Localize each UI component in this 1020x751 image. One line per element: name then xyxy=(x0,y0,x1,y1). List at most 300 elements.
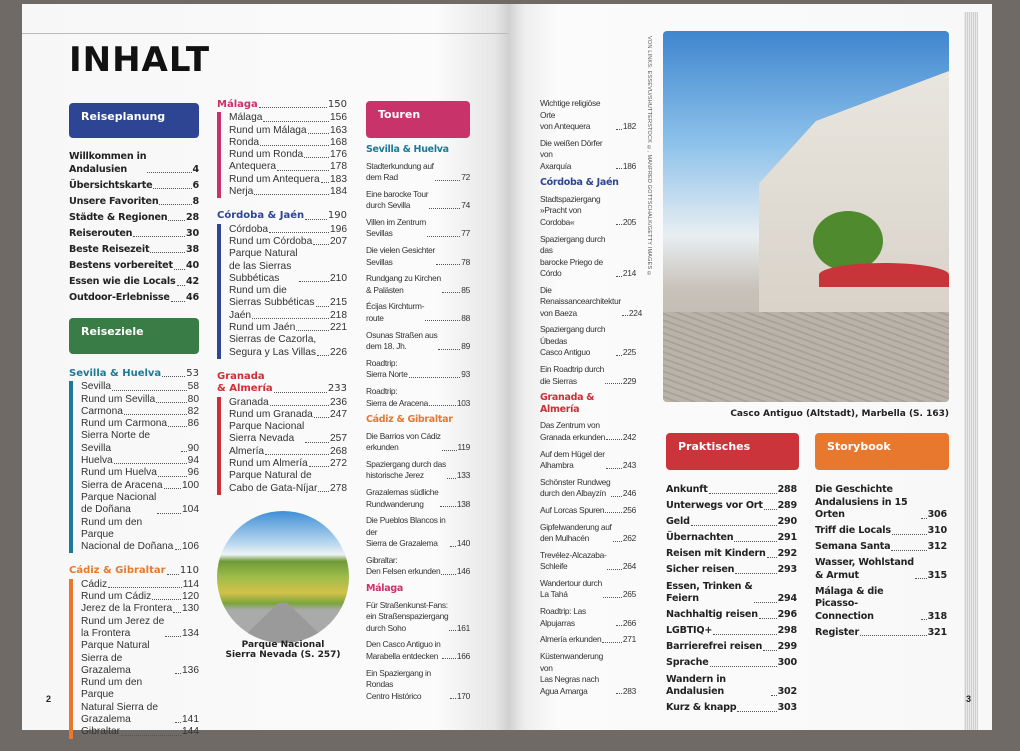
dot-leader xyxy=(713,634,776,635)
dot-leader xyxy=(616,693,622,694)
entry-page: 215 xyxy=(330,297,347,309)
dot-leader xyxy=(150,252,185,253)
entry-page: 214 xyxy=(622,268,636,279)
photo-credit: VON LINKS: ESSEVU/SHUTTERSTOCK ©, MANFRED GOTTSCHALK/GETTY IMAGES © xyxy=(646,36,652,278)
entry-page: 310 xyxy=(927,525,947,537)
toc-entry[interactable] xyxy=(69,292,199,305)
toc-entry[interactable] xyxy=(229,186,347,198)
toc-entry[interactable] xyxy=(366,600,470,635)
toc-entry[interactable] xyxy=(366,459,470,482)
entry-page: 243 xyxy=(622,460,636,470)
entry-page: 156 xyxy=(330,112,347,124)
toc-entry[interactable] xyxy=(366,189,470,212)
toc-entry[interactable] xyxy=(666,625,797,638)
dot-leader xyxy=(133,236,185,237)
entry-page: 265 xyxy=(622,589,636,600)
dot-leader xyxy=(174,269,185,270)
entry-label: Geld xyxy=(666,516,690,528)
dot-leader xyxy=(114,463,187,464)
entry-page: 182 xyxy=(622,121,636,131)
entry-label: Die weißen Dörfer von Axarquía xyxy=(540,137,603,171)
dot-leader xyxy=(165,636,181,637)
entry-label: Rund um Carmona xyxy=(81,418,168,430)
region-page: 150 xyxy=(327,99,347,110)
entry-page: 130 xyxy=(182,603,199,615)
region-name: Córdoba & Jaén xyxy=(217,210,305,222)
entry-label: Triff die Locals xyxy=(815,525,891,537)
dot-leader xyxy=(613,541,622,542)
entry-label: Sicher reisen xyxy=(666,564,735,576)
entry-label: Die vielen Gesichter Sevillas xyxy=(366,245,435,267)
dot-leader xyxy=(314,417,329,418)
entry-page: 144 xyxy=(182,726,199,738)
entry-page: 315 xyxy=(927,569,947,581)
toc-entry[interactable] xyxy=(540,234,636,280)
entry-page: 290 xyxy=(777,516,797,528)
entry-page: 283 xyxy=(622,685,636,696)
page-number-left: 2 xyxy=(46,694,52,704)
entry-page: 210 xyxy=(330,272,347,284)
toc-entry[interactable] xyxy=(81,640,199,677)
region-heading[interactable] xyxy=(217,99,347,111)
region-heading[interactable] xyxy=(217,210,347,222)
dot-leader xyxy=(442,292,460,293)
entry-page: 257 xyxy=(330,433,347,445)
region-page: 110 xyxy=(179,565,199,577)
entry-page: 106 xyxy=(182,541,199,553)
section-reiseplanung: Reiseplanung xyxy=(69,103,199,138)
entry-page: 40 xyxy=(186,260,199,272)
region-heading: Granada & Almería xyxy=(540,392,595,415)
entry-page: 93 xyxy=(461,369,470,380)
toc-entry[interactable] xyxy=(81,394,199,406)
dot-leader xyxy=(173,612,181,613)
entry-label: Rund um Huelva xyxy=(81,467,157,479)
dot-leader xyxy=(259,107,327,108)
entry-label: Essen wie die Locals xyxy=(69,276,176,288)
entry-page: 136 xyxy=(182,664,199,676)
entry-label: Das Zentrum von Granada erkunden xyxy=(540,420,606,442)
toc-entry[interactable] xyxy=(540,606,636,629)
entry-page: 146 xyxy=(456,566,470,577)
toc-entry[interactable] xyxy=(540,449,636,472)
toc-entry[interactable] xyxy=(229,112,347,124)
region-items xyxy=(217,397,347,495)
reiseziele-col1 xyxy=(69,368,199,751)
praktisches-list xyxy=(666,484,797,718)
toc-entry[interactable] xyxy=(666,641,797,654)
entry-page: 291 xyxy=(777,532,797,544)
entry-page: 266 xyxy=(622,617,636,628)
toc-entry[interactable] xyxy=(229,248,347,285)
dot-leader xyxy=(254,194,329,195)
entry-page: 256 xyxy=(622,504,636,515)
entry-page: 262 xyxy=(622,533,636,544)
entry-page: 103 xyxy=(456,397,470,408)
dot-leader xyxy=(921,619,927,620)
toc-entry[interactable] xyxy=(540,651,636,697)
entry-label: Spaziergang durch das historische Jerez xyxy=(366,458,446,481)
dot-leader xyxy=(709,493,777,494)
toc-entry[interactable] xyxy=(815,557,947,582)
sierra-nevada-photo xyxy=(217,511,349,643)
toc-entry[interactable] xyxy=(81,480,199,492)
toc-entry[interactable] xyxy=(366,639,470,662)
toc-entry[interactable] xyxy=(69,244,199,257)
dot-leader xyxy=(162,376,185,377)
toc-entry[interactable] xyxy=(229,470,347,495)
toc-entry[interactable] xyxy=(666,548,797,561)
dot-leader xyxy=(147,172,191,173)
toc-entry[interactable] xyxy=(229,174,347,186)
entry-page: 6 xyxy=(192,179,199,191)
entry-label: Auf dem Hügel der Alhambra xyxy=(540,448,605,470)
toc-entry[interactable] xyxy=(81,418,199,430)
toc-entry[interactable] xyxy=(81,467,199,479)
toc-entry[interactable] xyxy=(81,406,199,418)
toc-entry[interactable] xyxy=(81,492,199,517)
entry-label: Écijas Kirchturm- route xyxy=(366,301,425,323)
toc-entry[interactable] xyxy=(366,273,470,296)
dot-leader xyxy=(764,509,777,510)
dot-leader xyxy=(616,168,622,169)
toc-entry[interactable] xyxy=(540,634,636,646)
dot-leader xyxy=(321,182,329,183)
dot-leader xyxy=(153,188,191,189)
dot-leader xyxy=(156,402,186,403)
dot-leader xyxy=(318,491,329,492)
entry-label: Stadterkundung auf dem Rad xyxy=(366,160,434,182)
entry-label: Gipfelwanderung auf den Mulhacén xyxy=(540,521,612,544)
entry-page: 140 xyxy=(456,538,470,549)
entry-label: Parque Nacional de Doñana xyxy=(81,491,157,516)
toc-entry[interactable] xyxy=(229,409,347,421)
dot-leader xyxy=(602,642,622,643)
region-page: 53 xyxy=(186,368,199,379)
dot-leader xyxy=(441,574,456,575)
dot-leader xyxy=(152,599,181,600)
region-page: 233 xyxy=(327,383,347,395)
toc-entry[interactable] xyxy=(229,446,347,458)
region-heading: Sevilla & Huelva xyxy=(366,144,449,155)
region-name: Sevilla & Huelva xyxy=(69,368,162,379)
toc-entry[interactable] xyxy=(540,98,636,133)
toc-entry[interactable] xyxy=(81,455,199,467)
toc-entry[interactable] xyxy=(815,627,947,640)
toc-entry[interactable] xyxy=(69,260,199,273)
dot-leader xyxy=(442,658,456,659)
toc-entry[interactable] xyxy=(666,564,797,577)
dot-leader xyxy=(121,735,181,736)
entry-page: 183 xyxy=(330,173,347,185)
toc-entry[interactable] xyxy=(229,421,347,446)
dot-leader xyxy=(734,541,776,542)
entry-label: Outdoor-Erlebnisse xyxy=(69,292,170,304)
entry-page: 246 xyxy=(622,488,636,499)
toc-entry[interactable] xyxy=(81,579,199,591)
entry-page: 242 xyxy=(622,431,636,442)
entry-label: Rund um Granada xyxy=(229,408,313,420)
entry-page: 85 xyxy=(461,284,470,295)
dot-leader xyxy=(260,145,329,146)
dot-leader xyxy=(438,349,460,350)
dot-leader xyxy=(607,569,621,570)
entry-page: 42 xyxy=(186,276,199,288)
entry-page: 224 xyxy=(628,307,642,318)
entry-page: 229 xyxy=(622,375,636,386)
toc-entry[interactable] xyxy=(666,581,797,606)
dot-leader xyxy=(605,383,622,384)
dot-leader xyxy=(313,244,329,245)
toc-entry[interactable] xyxy=(666,532,797,545)
toc-entry[interactable] xyxy=(540,324,636,359)
entry-page: 293 xyxy=(777,564,797,576)
entry-page: 46 xyxy=(186,292,199,304)
entry-page: 30 xyxy=(186,227,199,239)
toc-entry[interactable] xyxy=(540,477,636,500)
entry-page: 100 xyxy=(182,479,199,491)
toc-entry[interactable] xyxy=(81,603,199,615)
toc-entry[interactable] xyxy=(815,484,947,522)
region-name: Málaga xyxy=(217,99,258,110)
entry-label: Sprache xyxy=(666,657,709,669)
entry-page: 138 xyxy=(456,498,470,509)
entry-page: 4 xyxy=(192,163,199,175)
toc-entry[interactable] xyxy=(540,364,636,387)
toc-entry[interactable] xyxy=(229,161,347,173)
entry-label: Rund um Cádiz xyxy=(81,591,152,603)
dot-leader xyxy=(450,698,456,699)
dot-leader xyxy=(440,506,456,507)
toc-entry[interactable] xyxy=(229,397,347,409)
dot-leader xyxy=(754,602,777,603)
entry-label: Rund um den Parque Natural Sierra de Grazalema xyxy=(81,677,159,726)
entry-label: Die Pueblos Blancos in der Sierra de Grazalema xyxy=(366,515,446,549)
toc-entry[interactable] xyxy=(69,212,199,225)
toc-entry[interactable] xyxy=(366,358,470,381)
dot-leader xyxy=(436,264,460,265)
entry-page: 74 xyxy=(461,200,470,211)
toc-entry[interactable] xyxy=(540,420,636,443)
toc-entry[interactable] xyxy=(366,515,470,550)
entry-label: Barrierefrei reisen xyxy=(666,641,763,653)
toc-entry[interactable] xyxy=(666,702,797,715)
entry-label: Rund um Jaén xyxy=(229,322,296,334)
entry-page: 80 xyxy=(187,393,199,405)
toc-entry[interactable] xyxy=(666,516,797,529)
dot-leader xyxy=(167,574,179,575)
toc-entry[interactable] xyxy=(666,657,797,670)
region-items xyxy=(217,112,347,198)
toc-entry[interactable] xyxy=(81,677,199,726)
marbella-photo xyxy=(663,31,949,402)
entry-page: 321 xyxy=(927,626,947,638)
toc-entry[interactable] xyxy=(81,381,199,393)
toc-entry[interactable] xyxy=(366,245,470,268)
toc-entry[interactable] xyxy=(815,525,947,538)
toc-entry[interactable] xyxy=(81,430,199,455)
entry-label: Grazalemas südliche Rundwanderung xyxy=(366,487,439,509)
section-reiseziele: Reiseziele xyxy=(69,318,199,354)
entry-page: 104 xyxy=(182,504,199,516)
toc-entry[interactable] xyxy=(229,125,347,137)
entry-label: LGBTIQ+ xyxy=(666,625,713,637)
entry-label: Almería erkunden xyxy=(540,634,602,645)
entry-page: 168 xyxy=(330,136,347,148)
toc-entry[interactable] xyxy=(366,555,470,578)
toc-entry[interactable] xyxy=(366,386,470,409)
toc-entry[interactable] xyxy=(229,149,347,161)
entry-label: Antequera xyxy=(229,161,277,173)
dot-leader xyxy=(737,711,776,712)
entry-page: 86 xyxy=(187,418,199,430)
toc-entry[interactable] xyxy=(666,674,797,699)
toc-entry[interactable] xyxy=(815,541,947,554)
section-praktisches: Praktisches xyxy=(666,433,799,470)
toc-entry[interactable] xyxy=(366,487,470,510)
toc-entry[interactable] xyxy=(81,591,199,603)
toc-entry[interactable] xyxy=(666,609,797,622)
toc-entry[interactable] xyxy=(69,151,199,176)
region-heading[interactable] xyxy=(69,565,199,577)
toc-entry[interactable] xyxy=(229,310,347,322)
dot-leader xyxy=(299,281,329,282)
toc-entry[interactable] xyxy=(69,276,199,289)
dot-leader xyxy=(175,549,181,550)
entry-label: Roadtrip: Sierra de Aracena xyxy=(366,386,428,408)
entry-page: 120 xyxy=(182,591,199,603)
entry-page: 163 xyxy=(330,124,347,136)
dot-leader xyxy=(177,285,186,286)
dot-leader xyxy=(605,512,622,513)
toc-entry[interactable] xyxy=(540,522,636,545)
entry-label: Die Geschichte Andalusiens in 15 Orten xyxy=(815,484,908,520)
entry-page: 292 xyxy=(777,548,797,560)
dot-leader xyxy=(425,320,460,321)
entry-label: Die Barrios von Cádiz erkunden xyxy=(366,430,441,453)
toc-entry[interactable] xyxy=(366,431,470,454)
entry-label: Semana Santa xyxy=(815,541,891,553)
toc-entry[interactable] xyxy=(69,228,199,241)
dot-leader xyxy=(771,695,777,696)
entry-label: Rund um den Parque Nacional de Doñana xyxy=(81,516,174,553)
dot-leader xyxy=(616,355,622,356)
entry-page: 318 xyxy=(927,610,947,622)
entry-page: 72 xyxy=(461,172,470,182)
dot-leader xyxy=(265,454,329,455)
toc-entry[interactable] xyxy=(229,236,347,248)
dot-leader xyxy=(317,355,329,356)
entry-label: Sierra de Aracena xyxy=(81,479,163,491)
toc-entry[interactable] xyxy=(666,484,797,497)
entry-label: Den Casco Antiguo in Marabella entdecken xyxy=(366,639,441,661)
entry-label: Essen, Trinken & Feiern xyxy=(666,580,753,605)
entry-label: Málaga & die Picasso- Connection xyxy=(815,585,884,622)
entry-page: 196 xyxy=(330,223,347,235)
page-title: INHALT xyxy=(69,40,211,80)
toc-entry[interactable] xyxy=(540,138,636,173)
dot-leader xyxy=(611,496,622,497)
dot-leader xyxy=(449,630,456,631)
entry-label: Rund um Ronda xyxy=(229,149,304,161)
entry-label: Carmona xyxy=(81,405,123,417)
entry-page: 94 xyxy=(187,455,199,467)
region-heading[interactable] xyxy=(217,371,347,396)
dot-leader xyxy=(296,330,329,331)
entry-page: 88 xyxy=(461,312,470,323)
entry-page: 296 xyxy=(777,609,797,621)
entry-label: Reiserouten xyxy=(69,227,133,239)
toc-entry[interactable] xyxy=(366,217,470,240)
entry-label: Parque Natural de las Sierras Subbéticas xyxy=(229,248,298,284)
toc-entry[interactable] xyxy=(229,322,347,334)
toc-entry[interactable] xyxy=(815,586,947,624)
entry-page: 278 xyxy=(330,482,347,494)
entry-label: Almería xyxy=(229,445,265,457)
entry-page: 289 xyxy=(777,500,797,512)
toc-entry[interactable] xyxy=(666,500,797,513)
entry-page: 58 xyxy=(187,381,199,393)
toc-entry[interactable] xyxy=(229,137,347,149)
toc-entry[interactable] xyxy=(229,224,347,236)
entry-label: Ankunft xyxy=(666,484,708,495)
entry-label: Jaén xyxy=(229,309,252,321)
entry-page: 114 xyxy=(182,578,199,590)
entry-label: Jerez de la Frontera xyxy=(81,603,173,615)
region-heading: Córdoba & Jaén xyxy=(540,177,619,189)
dot-leader xyxy=(710,666,777,667)
dot-leader xyxy=(108,587,182,588)
dot-leader xyxy=(309,466,329,467)
entry-label: Málaga xyxy=(229,112,263,124)
toc-entry[interactable] xyxy=(540,284,642,320)
toc-entry[interactable] xyxy=(81,616,199,641)
entry-label: Rund um Antequera xyxy=(229,173,320,185)
entry-page: 38 xyxy=(186,243,199,255)
toc-entry[interactable] xyxy=(540,578,636,601)
entry-label: Wandertour durch La Tahá xyxy=(540,577,602,600)
dot-leader xyxy=(450,546,456,547)
entry-page: 205 xyxy=(622,216,636,227)
dot-leader xyxy=(304,157,329,158)
photo-caption: Casco Antiguo (Altstadt), Marbella (S. 163) xyxy=(730,409,949,419)
entry-label: Übernachten xyxy=(666,532,734,544)
toc-entry[interactable] xyxy=(540,505,636,517)
toc-entry[interactable] xyxy=(229,334,347,359)
toc-entry[interactable] xyxy=(229,458,347,470)
dot-leader xyxy=(891,550,926,551)
entry-page: 300 xyxy=(777,657,797,669)
region-heading[interactable] xyxy=(69,368,199,380)
dot-leader xyxy=(305,442,329,443)
toc-entry[interactable] xyxy=(540,550,636,573)
toc-entry[interactable] xyxy=(81,517,199,554)
toc-entry[interactable] xyxy=(366,301,470,324)
entry-label: Sevilla xyxy=(81,381,112,393)
toc-entry[interactable] xyxy=(540,194,636,229)
region-items xyxy=(69,579,199,739)
toc-entry[interactable] xyxy=(366,668,470,703)
toc-entry[interactable] xyxy=(366,330,470,353)
toc-entry[interactable] xyxy=(69,196,199,209)
dot-leader xyxy=(158,476,187,477)
entry-label: Eine barocke Tour durch Sevilla xyxy=(366,188,429,211)
entry-label: Parque Natural Sierra de Grazalema xyxy=(81,640,150,676)
toc-entry[interactable] xyxy=(229,285,347,310)
toc-entry[interactable] xyxy=(69,180,199,193)
toc-entry[interactable] xyxy=(366,161,470,184)
section-touren: Touren xyxy=(366,101,470,138)
